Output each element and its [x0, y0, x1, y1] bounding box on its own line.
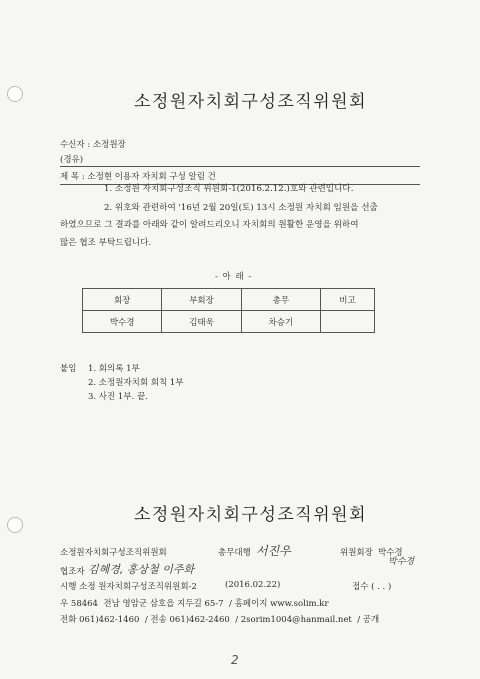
- chair-name: 박수경: [378, 548, 403, 558]
- below-heading: - 아 래 -: [215, 272, 253, 282]
- punch-hole-bottom: [7, 517, 23, 533]
- disclosure: / 공개: [357, 615, 380, 625]
- header-cell-vice-president: 부회장: [162, 289, 241, 311]
- address: 전남 영암군 삼호읍 지두길 65-7: [103, 599, 224, 609]
- cell-president-name: 박수경: [83, 311, 162, 333]
- homepage: / 홈페이지 www.solim.kr: [229, 599, 329, 609]
- recipient-via: (경유): [60, 155, 84, 165]
- recipient: [60, 138, 126, 150]
- phone: 전화 061)462-1460: [60, 615, 140, 625]
- divider-top: [60, 166, 420, 167]
- email: / 2sorim1004@hanmail.net: [235, 615, 352, 625]
- attachments-label: 붙임: [60, 364, 77, 374]
- fax: / 전송 061)462-2460: [144, 615, 230, 625]
- postal-code: 우 58464: [60, 599, 98, 609]
- body-paragraph-2-line-2: 하였으므로 그 결과를 아래와 같이 알려드리오니 자치회의 원활한 운영을 위하여: [60, 220, 359, 230]
- footer-org-name: 소정원자치회구성조직위원회: [134, 505, 367, 525]
- body-paragraph-2-line-3: 많은 협조 부탁드립니다.: [60, 238, 152, 248]
- chair-signature: 박수경: [388, 557, 415, 567]
- officers-table: [82, 288, 375, 333]
- body-paragraph-1: 1. 소정원 자치회구성조직 위원회-1(2016.2.12.)호와 관련입니다.: [104, 184, 354, 194]
- subject-label: 제 목 :: [60, 172, 85, 182]
- attachment-item-1: 1. 회의록 1부: [88, 364, 140, 374]
- page-number: 2: [231, 653, 239, 667]
- header-cell-treasurer: 총무: [241, 289, 320, 311]
- table-header-row: [83, 289, 375, 311]
- contact-line: [60, 613, 379, 625]
- table-row: [83, 311, 375, 333]
- cell-treasurer-name: 차승기: [241, 311, 320, 333]
- punch-hole-top: [7, 86, 23, 102]
- address-line: [60, 597, 329, 609]
- receipt-field: 접수 ( . . ): [352, 582, 392, 592]
- chair-label: 위원회장: [340, 548, 373, 558]
- attachment-item-2: 2. 소정원자치회 회칙 1부: [88, 378, 184, 388]
- doc-date: (2016.02.22): [225, 580, 281, 590]
- header-cell-remarks: 비고: [321, 289, 375, 311]
- cell-remarks: [321, 311, 375, 333]
- recipient-value: 소정원장: [92, 140, 126, 150]
- attachment-item-3: 3. 사진 1부. 끝.: [88, 392, 148, 402]
- header-cell-president: 회장: [83, 289, 162, 311]
- sender-org: 소정원자치회구성조직위원회: [60, 548, 167, 558]
- recipient-label: 수신자 :: [60, 140, 91, 150]
- doc-number: 시행 소정 원자치회구성조직위원회-2: [60, 582, 197, 592]
- coop-signatures: 김혜경, 홍상철 이주화: [88, 563, 195, 576]
- body-paragraph-2-line-1: 2. 위호와 관련하여 '16년 2월 20일(토) 13시 소정원 자치회 임원을 선출: [104, 203, 378, 213]
- document-title: 소정원자치회구성조직위원회: [134, 92, 367, 112]
- coop-label: 협조자: [60, 567, 85, 577]
- treasurer-signature: 서진우: [256, 544, 291, 558]
- cell-vice-president-name: 김태욱: [162, 311, 241, 333]
- treasurer-label: 총무대행: [218, 548, 251, 558]
- subject-value: 소정현 이용자 자치회 구성 알림 건: [87, 172, 216, 182]
